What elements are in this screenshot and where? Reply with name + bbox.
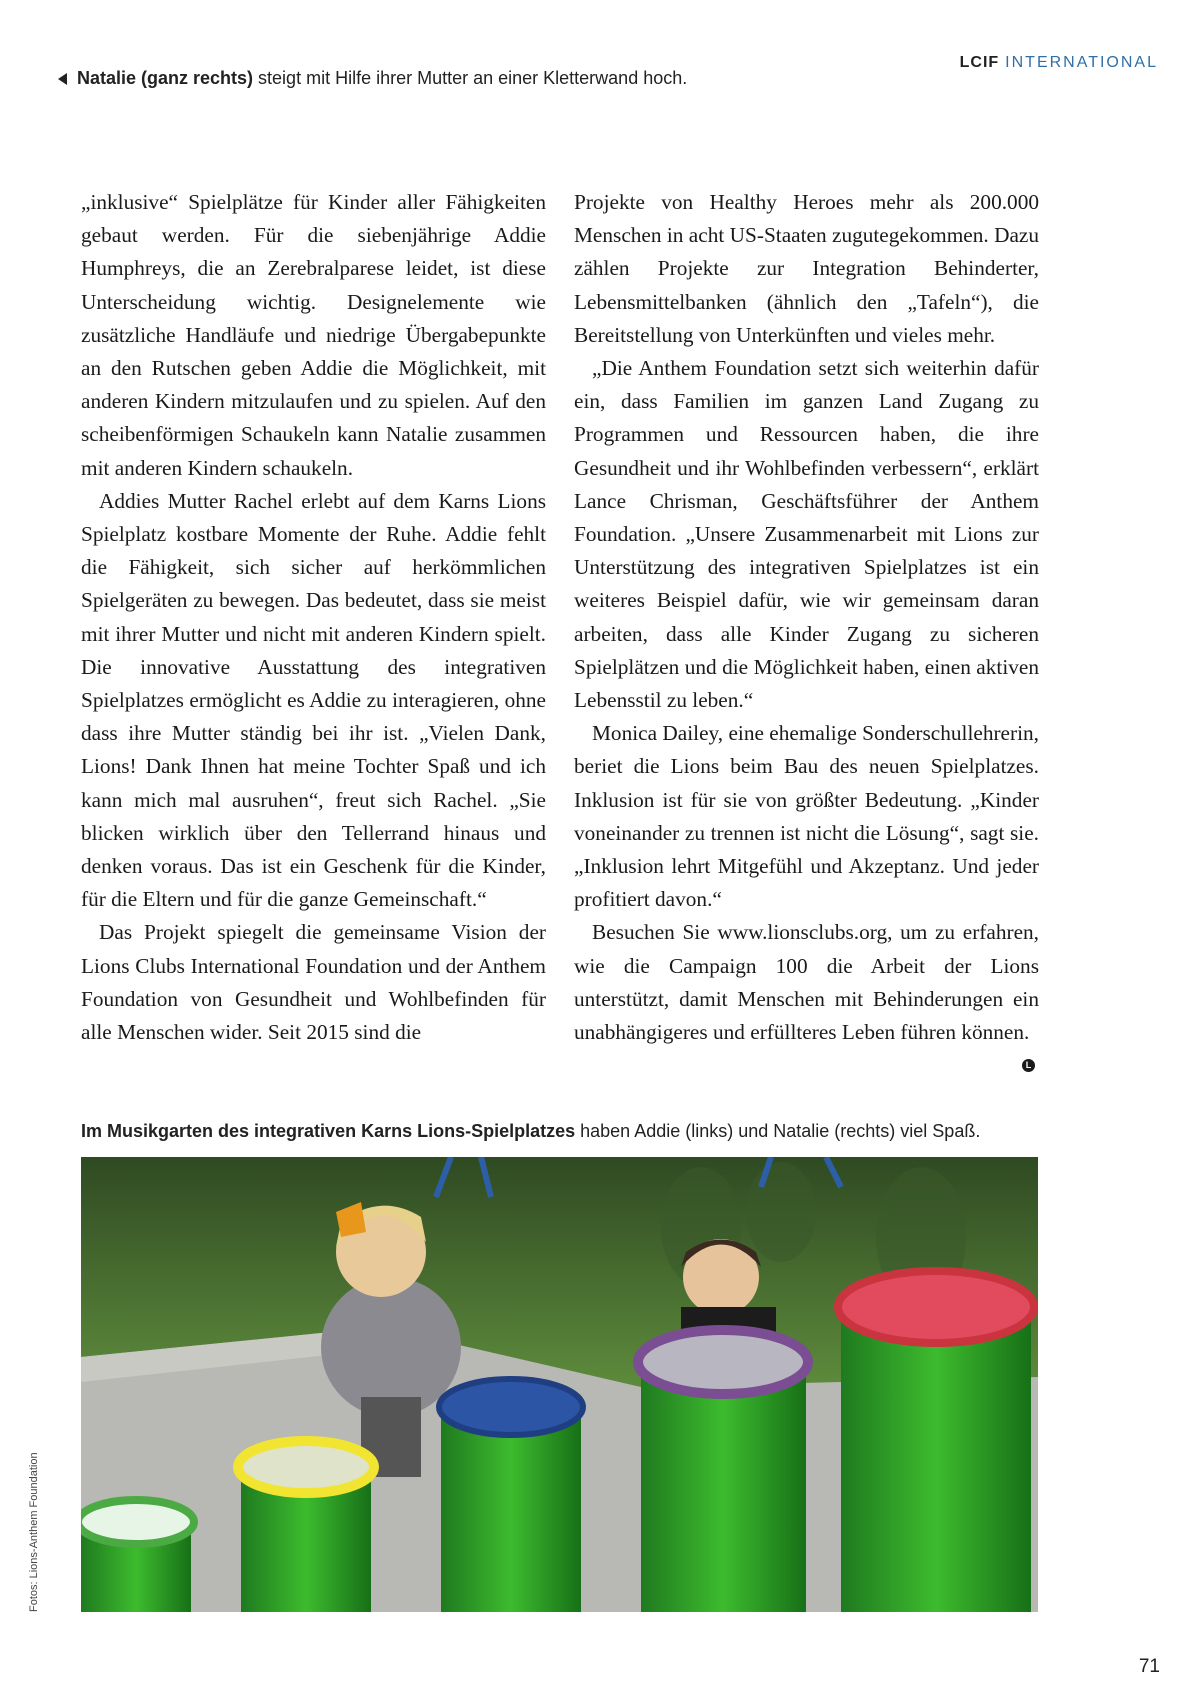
drum-green-small <box>81 1500 194 1612</box>
top-photo-caption <box>58 68 687 89</box>
section-lcif: LCIF <box>959 54 1000 71</box>
article-column-right <box>574 186 1039 1072</box>
article-paragraph: „Die Anthem Foundation setzt sich weiterhin dafür ein, dass Familien im ganzen Land Zugang zu Programmen und Ressourcen haben, die ihre Gesundheit und ihr Wohlbefinden verbessern“, erklärt Lance Chrisman, Geschäftsführer der Anthem Foundation. „Unsere Zusammenarbeit mit Lions zur Unterstützung des integrativen Spielplatzes ist ein weiteres Beispiel dafür, wie wir gemeinsam daran arbeiten, dass alle Kinder Zugang zu sicheren Spielplätzen und die Möglichkeit haben, einen aktiven Lebensstil zu leben.“ <box>574 356 1039 713</box>
article-paragraph: Besuchen Sie www.lionsclubs.org, um zu erfahren, wie die Campaign 100 die Arbeit der Lions unterstützt, damit Menschen mit Behinderungen ein unabhängigeres und erfüllteres Leben führen können. <box>574 920 1039 1045</box>
page-number: 71 <box>1138 1656 1160 1677</box>
drum-yellow <box>238 1441 374 1612</box>
lions-end-mark-icon: L <box>1022 1059 1035 1072</box>
article-paragraph: Das Projekt spiegelt die gemeinsame Vision der Lions Clubs International Foundation und der Anthem Foundation von Gesundheit und Wohlbefinden für alle Menschen wider. Seit 2015 sind die <box>81 920 546 1045</box>
playground-photo-illustration <box>81 1157 1038 1612</box>
drum-red <box>838 1271 1034 1612</box>
article-column-left <box>81 186 546 1049</box>
article-paragraph: Monica Dailey, eine ehemalige Sonderschullehrerin, beriet die Lions beim Bau des neuen Spielplatzes. Inklusion ist für sie von größter Bedeutung. „Kinder voneinander zu trennen ist nicht die Lösung“, sagt sie. „Inklusion lehrt Mitgefühl und Akzeptanz. Und jeder profitiert davon.“ <box>574 721 1039 912</box>
photo-credit: Fotos: Lions-Anthem Foundation <box>28 1452 40 1612</box>
photo-caption <box>81 1121 980 1142</box>
left-arrow-icon <box>58 73 67 85</box>
article-paragraph: Projekte von Healthy Heroes mehr als 200.000 Menschen in acht US-Staaten zugutegekommen. Dazu zählen Projekte zur Integration Behinderter, Lebensmittelbanken (ähnlich den „Tafeln“), die Bereitstellung von Unterkünften und vieles mehr. <box>574 190 1039 347</box>
section-international: INTERNATIONAL <box>1005 54 1158 71</box>
top-caption-text: steigt mit Hilfe ihrer Mutter an einer Kletterwand hoch. <box>253 68 688 88</box>
photo-caption-text: haben Addie (links) und Natalie (rechts) viel Spaß. <box>575 1121 981 1141</box>
article-paragraph: „inklusive“ Spielplätze für Kinder aller Fähigkeiten gebaut werden. Für die siebenjährige Addie Humphreys, die an Zerebralparese leidet, ist diese Unterscheidung wichtig. Designelemente wie zusätzliche Handläufe und niedrige Übergabepunkte an den Rutschen geben Addie die Möglichkeit, mit anderen Kindern mitzulaufen und zu spielen. Auf den scheibenförmigen Schaukeln kann Natalie zusammen mit anderen Kindern schaukeln. <box>81 190 546 480</box>
photo-caption-bold: Im Musikgarten des integrativen Karns Lions-Spielplatzes <box>81 1121 576 1141</box>
drum-blue <box>439 1379 583 1612</box>
top-caption-bold: Natalie (ganz rechts) <box>77 68 254 88</box>
section-label <box>960 54 1158 72</box>
playground-photo <box>81 1157 1038 1612</box>
drum-purple <box>638 1330 808 1612</box>
article-paragraph: Addies Mutter Rachel erlebt auf dem Karns Lions Spielplatz kostbare Momente der Ruhe. Addie fehlt die Fähigkeit, sich sicher auf herkömmlichen Spielgeräten zu bewegen. Das bedeutet, dass sie meist mit ihrer Mutter und nicht mit anderen Kindern spielt. Die innovative Ausstattung des integrativen Spielplatzes ermöglicht es Addie zu interagieren, ohne dass ihre Mutter ständig bei ihr ist. „Vielen Dank, Lions! Dank Ihnen hat meine Tochter Spaß und ich kann mich mal ausruhen“, freut sich Rachel. „Sie blicken wirklich über den Tellerrand hinaus und denken voraus. Das ist ein Geschenk für die Kinder, für die Eltern und für die ganze Gemeinschaft.“ <box>81 488 546 912</box>
